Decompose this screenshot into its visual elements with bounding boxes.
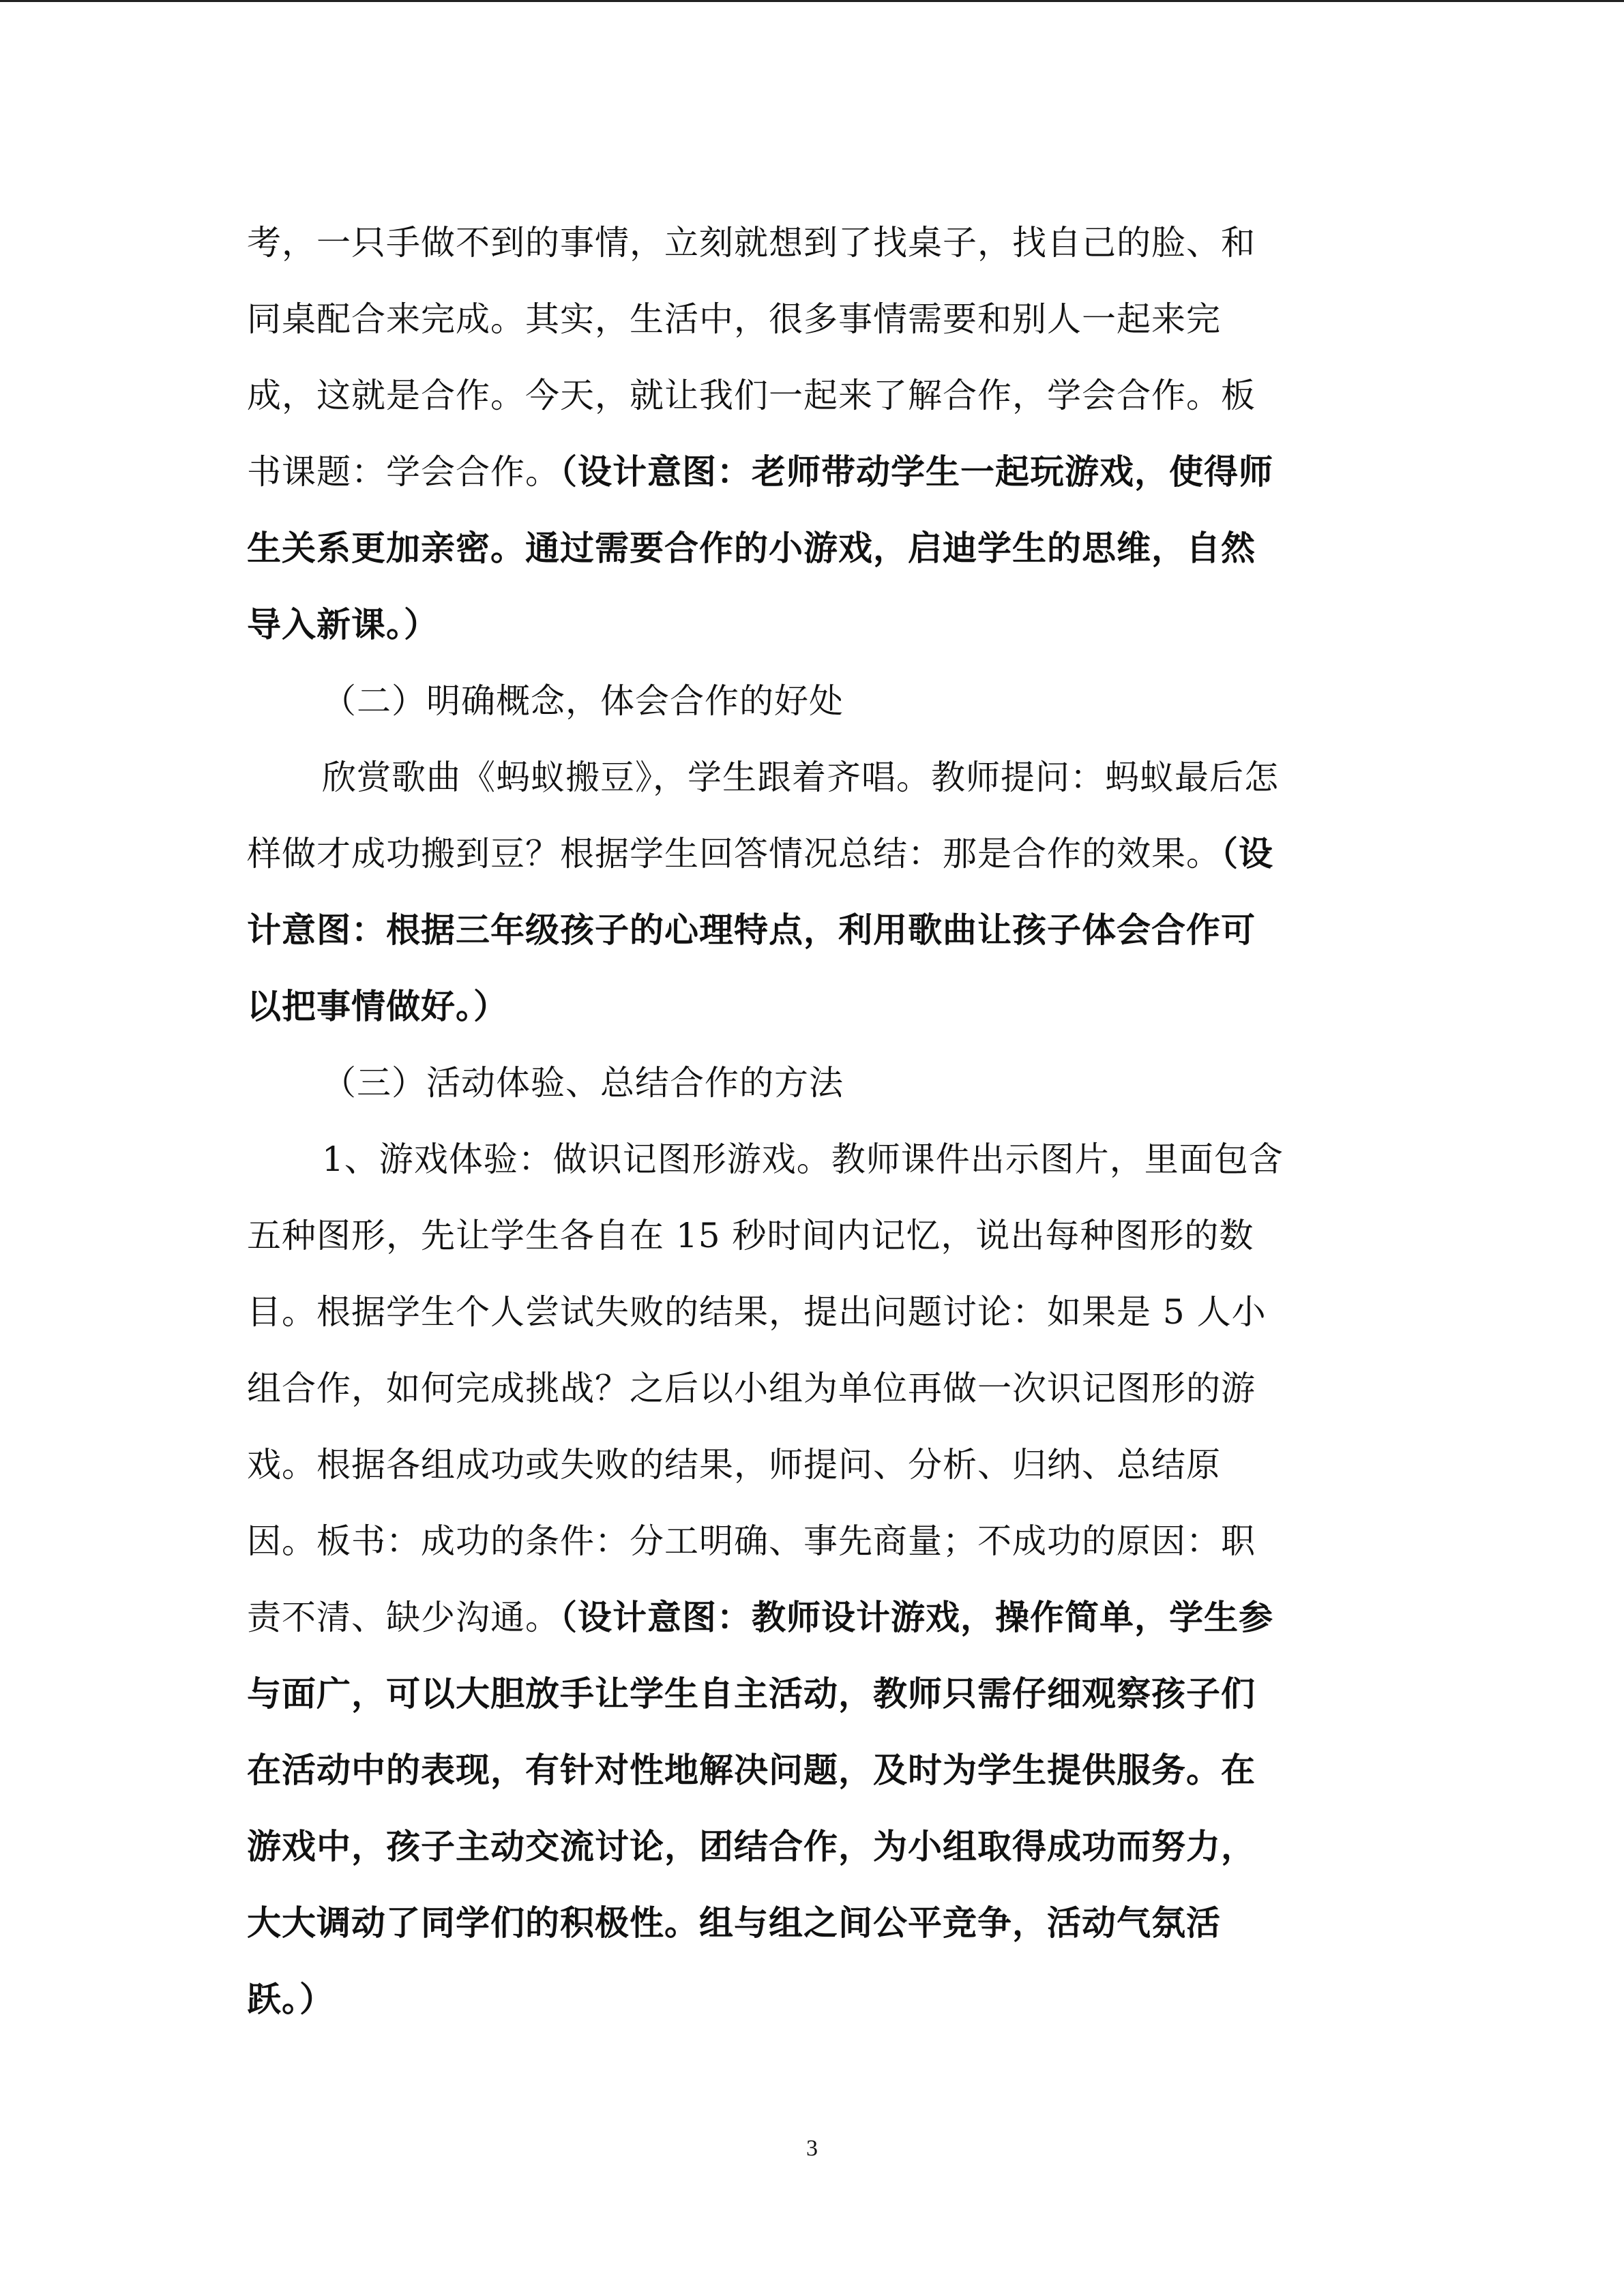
text-line: [247, 1427, 1379, 1503]
text-line: [247, 510, 1379, 586]
body-text: 目。根据学生个人尝试失败的结果，提出问题讨论：如果是 5 人小: [247, 1292, 1267, 1332]
body-text: 样做才成功搬到豆？根据学生回答情况总结：那是合作的效果。: [247, 834, 1221, 874]
body-text: 成，这就是合作。今天，就让我们一起来了解合作，学会合作。板: [247, 376, 1256, 415]
design-intent-text: 跃。）: [247, 1979, 334, 2019]
text-line: [247, 1350, 1379, 1427]
text-line: [247, 434, 1379, 510]
text-line: [247, 586, 1379, 663]
body-text: （三）活动体验、总结合作的方法: [322, 1063, 844, 1103]
text-line: [247, 1579, 1379, 1656]
text-line: [247, 1656, 1379, 1732]
text-line: [247, 739, 1379, 816]
design-intent-text: 以把事情做好。）: [247, 986, 508, 1026]
body-text: 组合作，如何完成挑战？之后以小组为单位再做一次识记图形的游: [247, 1369, 1256, 1408]
design-intent-text: 导入新课。）: [247, 604, 439, 644]
document-body: [247, 205, 1379, 2038]
text-line: [247, 1808, 1379, 1885]
text-line: [247, 892, 1379, 968]
text-line: [247, 1732, 1379, 1808]
body-text: 考，一只手做不到的事情，立刻就想到了找桌子，找自己的脸、和: [247, 223, 1256, 263]
text-line: [247, 1503, 1379, 1579]
text-line: [247, 968, 1379, 1045]
design-intent-text: 计意图：根据三年级孩子的心理特点，利用歌曲让孩子体会合作可: [247, 910, 1256, 950]
design-intent-text: 与面广，可以大胆放手让学生自主活动，教师只需仔细观察孩子们: [247, 1673, 1256, 1714]
top-border-rule: [0, 0, 1624, 2]
body-text: 同桌配合来完成。其实，生活中，很多事情需要和别人一起来完: [247, 299, 1221, 339]
text-line: [247, 1961, 1379, 2038]
body-text: 欣赏歌曲《蚂蚁搬豆》，学生跟着齐唱。教师提问：蚂蚁最后怎: [322, 758, 1279, 797]
text-line: [247, 1274, 1379, 1350]
body-text: 责不清、缺少沟通。: [247, 1598, 560, 1637]
design-intent-text: 大大调动了同学们的积极性。组与组之间公平竞争，活动气氛活: [247, 1903, 1221, 1943]
text-line: [247, 281, 1379, 357]
body-text: 因。板书：成功的条件：分工明确、事先商量；不成功的原因：职: [247, 1521, 1256, 1561]
body-text: （二）明确概念，体会合作的好处: [322, 681, 844, 721]
text-line: [247, 1121, 1379, 1197]
body-text: 书课题：学会合作。: [247, 452, 560, 492]
body-text: 戏。根据各组成功或失败的结果，师提问、分析、归纳、总结原: [247, 1445, 1221, 1485]
design-intent-text: （设计意图：教师设计游戏，操作简单，学生参: [560, 1597, 1273, 1637]
text-line: [247, 816, 1379, 892]
page-number: 3: [806, 2136, 818, 2161]
text-line: [247, 1197, 1379, 1274]
design-intent-text: 生关系更加亲密。通过需要合作的小游戏，启迪学生的思维，自然: [247, 528, 1256, 568]
design-intent-text: （设: [1221, 833, 1273, 874]
body-text: 五种图形，先让学生各自在 15 秒时间内记忆，说出每种图形的数: [247, 1216, 1254, 1255]
text-line: [247, 1885, 1379, 1961]
text-line: [247, 357, 1379, 434]
text-line: [247, 663, 1379, 739]
design-intent-text: 游戏中，孩子主动交流讨论，团结合作，为小组取得成功而努力，: [247, 1826, 1256, 1866]
body-text: 1、游戏体验：做识记图形游戏。教师课件出示图片，里面包含: [322, 1139, 1284, 1179]
design-intent-text: （设计意图：老师带动学生一起玩游戏，使得师: [560, 451, 1273, 492]
text-line: [247, 205, 1379, 281]
text-line: [247, 1045, 1379, 1121]
design-intent-text: 在活动中的表现，有针对性地解决问题，及时为学生提供服务。在: [247, 1750, 1256, 1790]
